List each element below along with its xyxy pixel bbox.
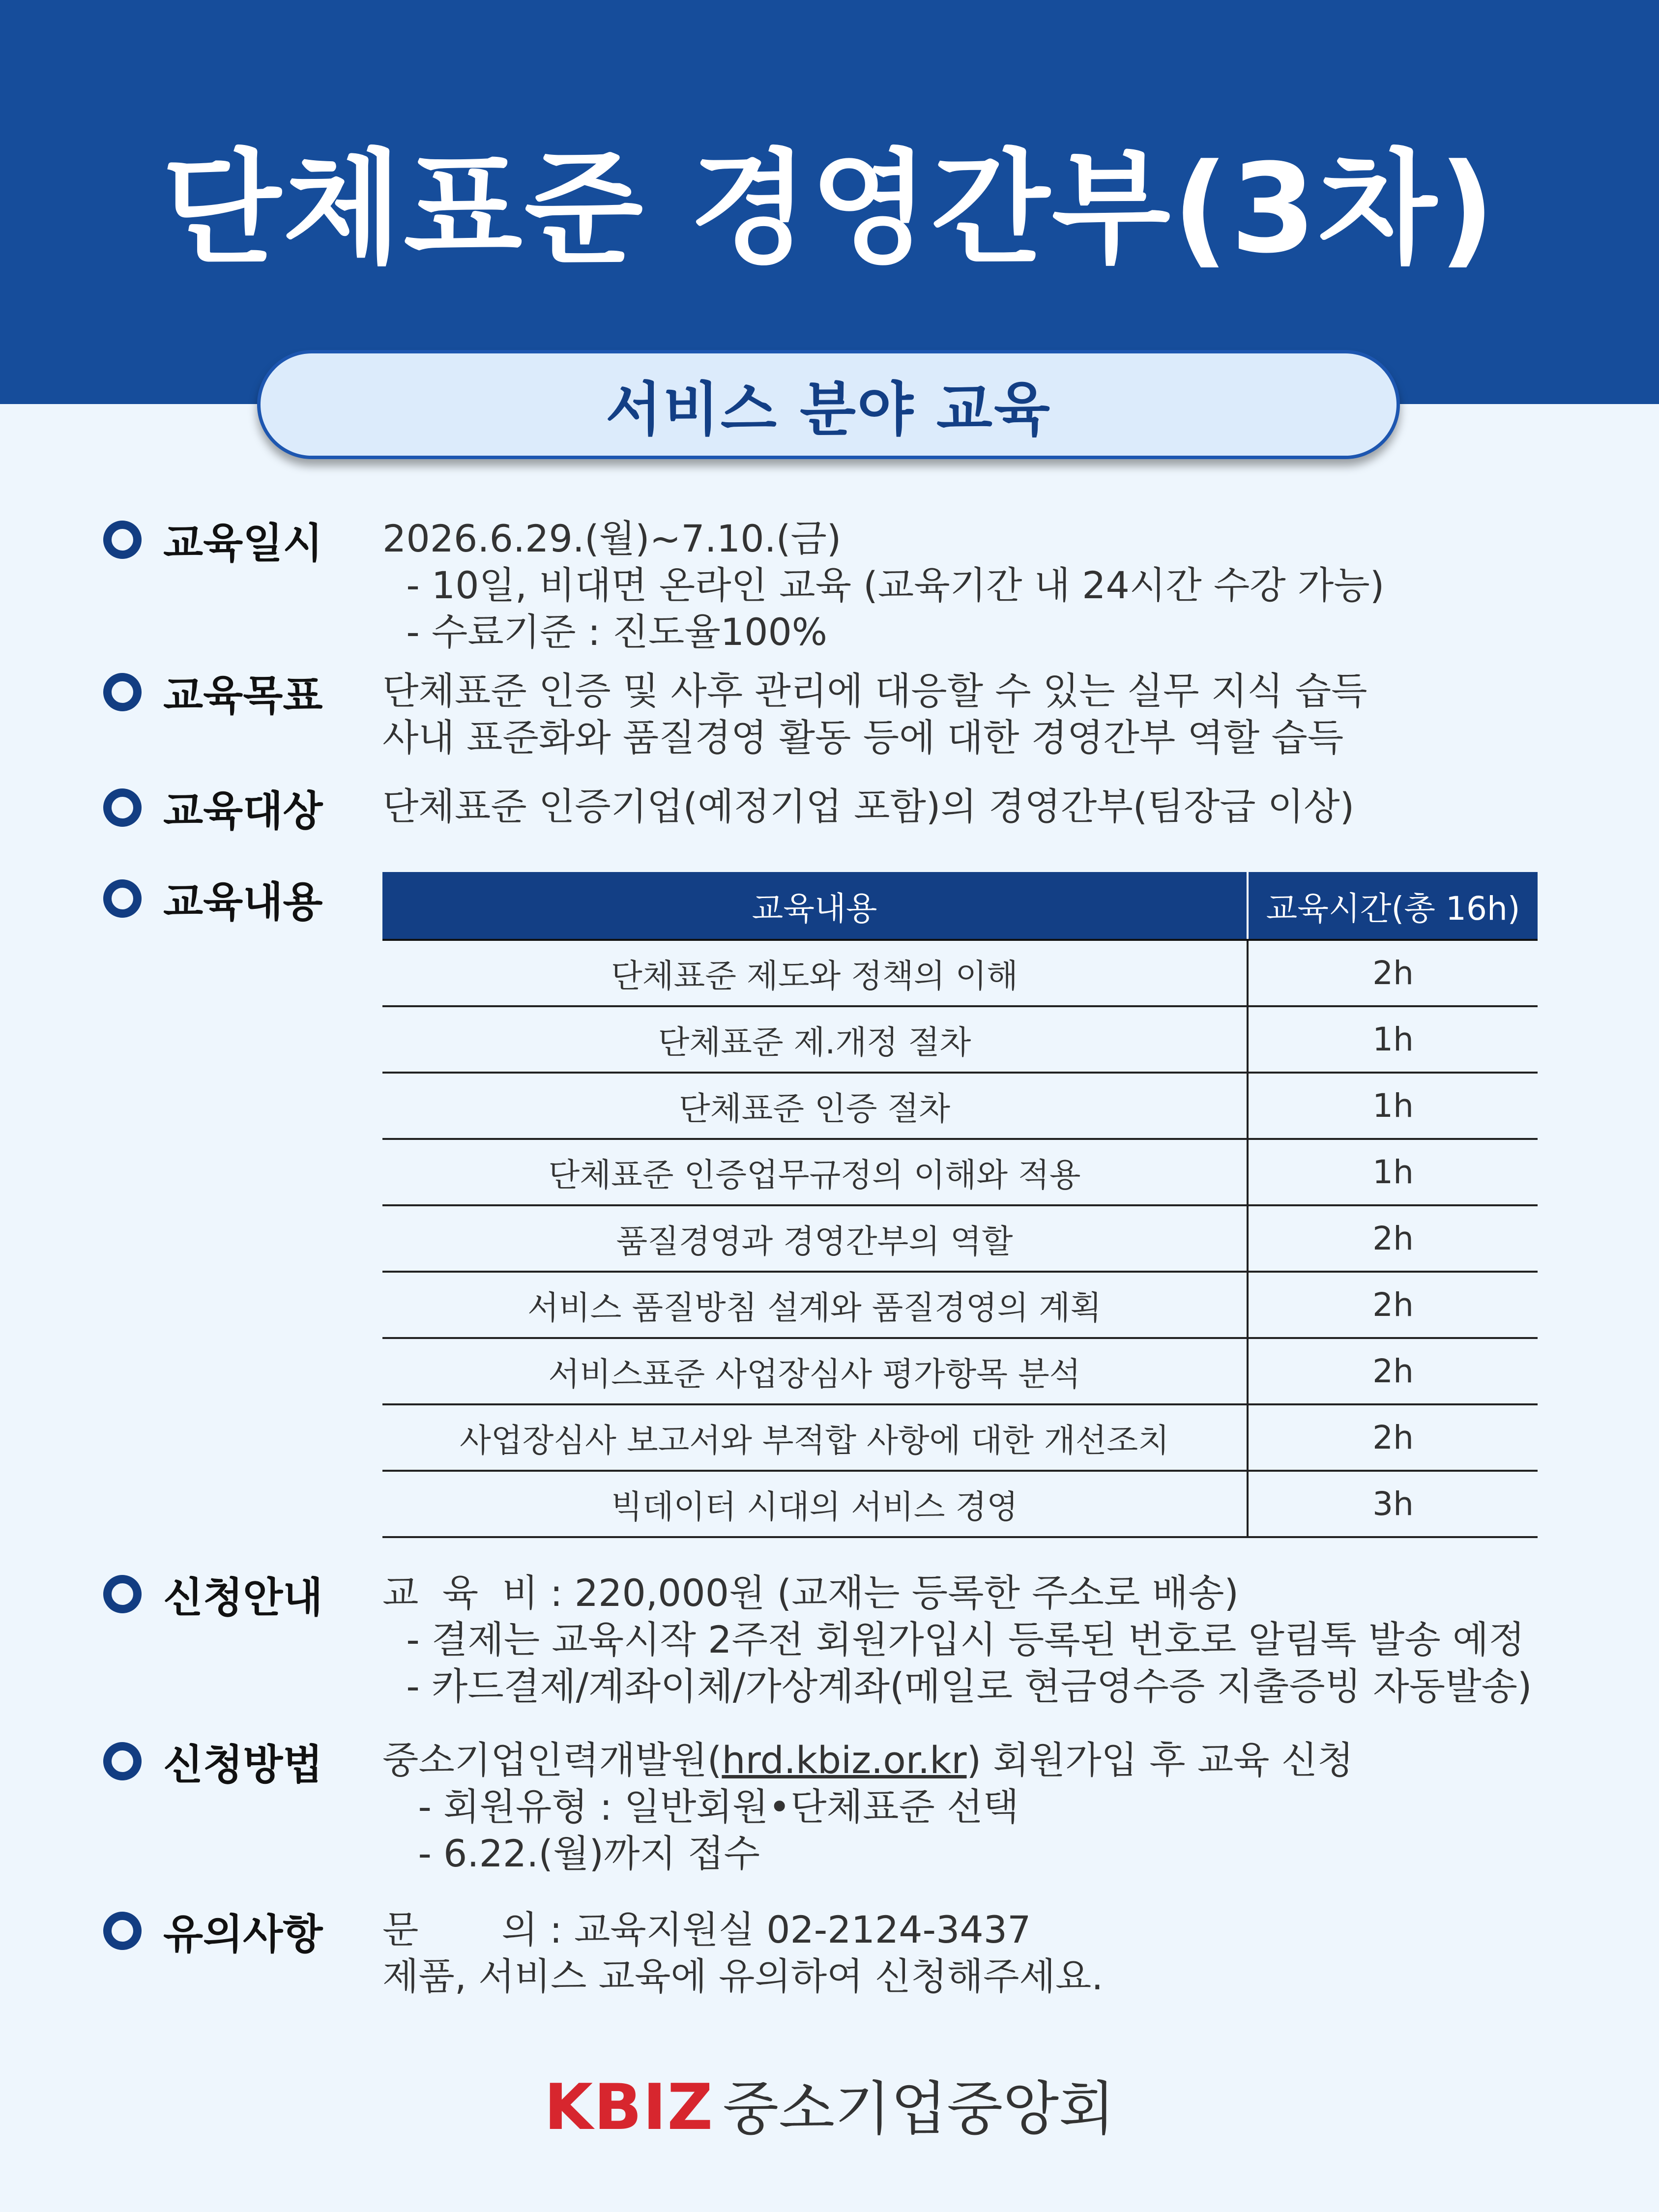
header-banner [0, 0, 1659, 404]
section-apply-info-label [103, 1572, 323, 1622]
table-row [382, 1404, 1538, 1471]
course-name: 서비스 품질방침 설계와 품질경영의 계획 [382, 1272, 1248, 1338]
course-hours: 2h [1248, 940, 1538, 1006]
section-notice-label [103, 1909, 323, 1958]
circle-bullet-icon [103, 673, 142, 711]
course-name: 단체표준 인증업무규정의 이해와 적용 [382, 1139, 1248, 1205]
schedule-line: 2026.6.29.(월)~7.10.(금) [382, 517, 842, 560]
course-name: 서비스표준 사업장심사 평가항목 분석 [382, 1338, 1248, 1404]
schedule-text [382, 515, 1384, 655]
section-schedule-label [103, 518, 323, 567]
table-row [382, 1073, 1538, 1139]
apply-info-line: 교 육 비 : 220,000원 (교재는 등록한 주소로 배송) [382, 1571, 1239, 1615]
kbiz-logo-mark: KBIZ [544, 2071, 714, 2144]
course-name: 단체표준 제.개정 절차 [382, 1006, 1248, 1073]
page-title: 단체표준 경영간부(3차) [162, 137, 1497, 280]
course-name: 단체표준 제도와 정책의 이해 [382, 940, 1248, 1006]
section-goal-label [103, 670, 323, 720]
course-name: 품질경영과 경영간부의 역할 [382, 1205, 1248, 1272]
course-hours: 2h [1248, 1338, 1538, 1404]
table-row [382, 1006, 1538, 1073]
section-label: 유의사항 [163, 1910, 323, 1958]
course-hours: 2h [1248, 1205, 1538, 1272]
column-header-content: 교육내용 [382, 872, 1248, 940]
course-name: 사업장심사 보고서와 부적합 사항에 대한 개선조치 [382, 1404, 1248, 1471]
circle-bullet-icon [103, 1912, 142, 1950]
goal-line: 사내 표준화와 품질경영 활동 등에 대한 경영간부 역할 습득 [382, 716, 1344, 759]
apply-info-line: - 결제는 교육시작 2주전 회원가입시 등록된 번호로 알림톡 발송 예정 [382, 1618, 1525, 1661]
course-name: 단체표준 인증 절차 [382, 1073, 1248, 1139]
section-apply-method-label [103, 1739, 323, 1789]
notice-line: 제품, 서비스 교육에 유의하여 신청해주세요. [382, 1954, 1104, 1998]
table-header-row [382, 872, 1538, 940]
section-label: 교육일시 [163, 519, 323, 567]
apply-method-text [382, 1737, 1354, 1877]
apply-info-line: - 카드결제/계좌이체/가상계좌(메일로 현금영수증 지출증빙 자동발송) [382, 1664, 1532, 1708]
section-label: 교육목표 [163, 671, 323, 720]
column-header-hours: 교육시간(총 16h) [1248, 872, 1538, 940]
section-label: 신청방법 [163, 1740, 323, 1789]
curriculum-table [382, 872, 1538, 1538]
apply-method-line: - 회원유형 : 일반회원•단체표준 선택 [382, 1785, 1019, 1829]
section-content-label [103, 876, 323, 926]
table-row [382, 1338, 1538, 1404]
course-hours: 1h [1248, 1006, 1538, 1073]
target-text [382, 783, 1354, 830]
table-row [382, 1205, 1538, 1272]
section-label: 교육내용 [163, 877, 323, 926]
course-name: 빅데이터 시대의 서비스 경영 [382, 1471, 1248, 1537]
apply-method-prefix: 중소기업인력개발원( [382, 1738, 722, 1782]
section-label: 신청안내 [163, 1573, 323, 1622]
notice-text [382, 1906, 1103, 2000]
table-row [382, 1272, 1538, 1338]
table-row [382, 1471, 1538, 1537]
kbiz-logo [0, 2062, 1659, 2146]
course-hours: 1h [1248, 1139, 1538, 1205]
circle-bullet-icon [103, 1742, 142, 1780]
circle-bullet-icon [103, 1575, 142, 1613]
course-hours: 2h [1248, 1404, 1538, 1471]
target-line: 단체표준 인증기업(예정기업 포함)의 경영간부(팀장급 이상) [382, 785, 1355, 828]
apply-method-line: - 6.22.(월)까지 접수 [382, 1832, 760, 1875]
circle-bullet-icon [103, 788, 142, 827]
schedule-line: - 수료기준 : 진도율100% [382, 610, 828, 654]
org-name: 중소기업중앙회 [723, 2075, 1115, 2143]
goal-text [382, 668, 1368, 761]
goal-line: 단체표준 인증 및 사후 관리에 대응할 수 있는 실무 지식 습득 [382, 669, 1368, 713]
circle-bullet-icon [103, 521, 142, 559]
schedule-line: - 10일, 비대면 온라인 교육 (교육기간 내 24시간 수강 가능) [382, 563, 1385, 607]
course-hours: 3h [1248, 1471, 1538, 1537]
section-label: 교육대상 [163, 786, 323, 835]
course-hours: 2h [1248, 1272, 1538, 1338]
circle-bullet-icon [103, 879, 142, 918]
apply-method-suffix: ) 회원가입 후 교육 신청 [966, 1738, 1354, 1782]
subtitle-text: 서비스 분야 교육 [605, 376, 1052, 443]
hrd-site-link[interactable]: hrd.kbiz.or.kr [722, 1738, 967, 1782]
table-row [382, 940, 1538, 1006]
table-row [382, 1139, 1538, 1205]
section-target-label [103, 786, 323, 835]
subtitle-pill [257, 350, 1400, 459]
apply-info-text [382, 1570, 1532, 1710]
apply-method-line [382, 1737, 1354, 1783]
notice-line: 문 의 : 교육지원실 02-2124-3437 [382, 1908, 1031, 1951]
course-hours: 1h [1248, 1073, 1538, 1139]
